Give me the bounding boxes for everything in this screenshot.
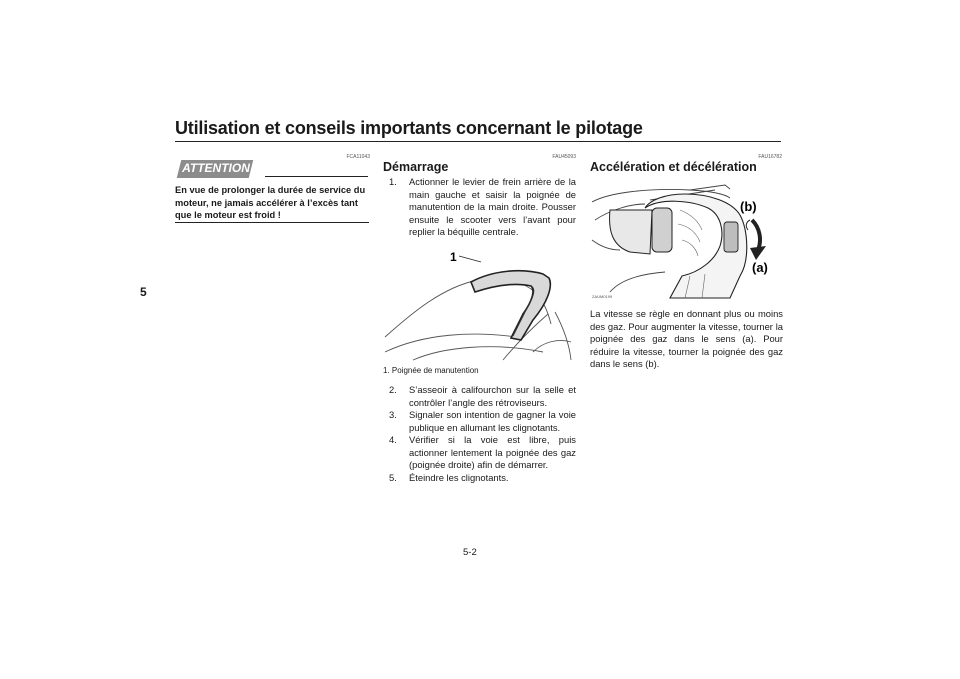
figure-callout: 1 — [450, 250, 457, 264]
figure-caption: 1. Poignée de manutention — [383, 366, 479, 375]
list-item — [389, 409, 576, 434]
label-b: (b) — [740, 199, 757, 214]
title-rule — [175, 141, 781, 142]
throttle-figure — [590, 180, 783, 302]
step-number: 3. — [389, 409, 397, 420]
step-number: 5. — [389, 471, 397, 483]
start-code: FAU45093 — [552, 154, 576, 160]
step-text: S’asseoir à califourchon sur la selle et contrôler l’angle des rétroviseurs. — [409, 384, 576, 408]
list-item — [389, 384, 576, 409]
handle-figure — [383, 242, 576, 362]
step-number: 1. — [389, 176, 397, 187]
step-text: Éteindre les clignotants. — [409, 471, 509, 483]
page-number: 5-2 — [463, 547, 477, 558]
list-item — [389, 176, 576, 239]
step-number: 4. — [389, 434, 397, 445]
accel-heading: Accélération et décélération — [590, 160, 757, 174]
step-number: 2. — [389, 384, 397, 395]
start-heading: Démarrage — [383, 160, 449, 174]
start-steps-a — [389, 176, 576, 239]
chapter-tab: 5 — [140, 285, 147, 299]
attention-rule — [265, 176, 368, 177]
list-item — [389, 434, 576, 472]
list-item — [389, 472, 576, 485]
attention-text: En vue de prolonger la durée de service du moteur, ne jamais accélérer à l’excès tant que le moteur est froid ! — [175, 185, 366, 220]
attention-bottom-rule — [175, 222, 369, 223]
attention-label: ATTENTION — [182, 161, 250, 175]
step-text: Signaler son intention de gagner la voie publique en allumant les clignotants. — [409, 409, 576, 433]
label-a: (a) — [752, 260, 768, 275]
step-text: Actionner le levier de frein arrière de la main gauche et saisir la poignée de manutention de la main droite. Pousser ensuite le scooter vers l’avant pour replier la béquille centrale. — [409, 176, 576, 237]
attention-code: FCA11043 — [346, 154, 370, 160]
accel-text: La vitesse se règle en donnant plus ou moins des gaz. Pour augmenter la vitesse, tourner la poignée des gaz dans le sens (a). Pour réduire la vitesse, tourner la poignée des gaz dans le sens (b). — [590, 308, 783, 369]
start-steps-b — [389, 384, 576, 484]
accel-code: FAU16782 — [758, 154, 782, 160]
attention-banner — [175, 160, 368, 182]
page-title: Utilisation et conseils importants concernant le pilotage — [175, 118, 643, 138]
step-text: Vérifier si la voie est libre, puis actionner lentement la poignée des gaz (poignée droite) afin de démarrer. — [409, 434, 576, 470]
seat-illustration — [383, 242, 576, 362]
throttle-illustration — [590, 180, 783, 302]
image-code: ZAUM0199 — [592, 294, 613, 299]
